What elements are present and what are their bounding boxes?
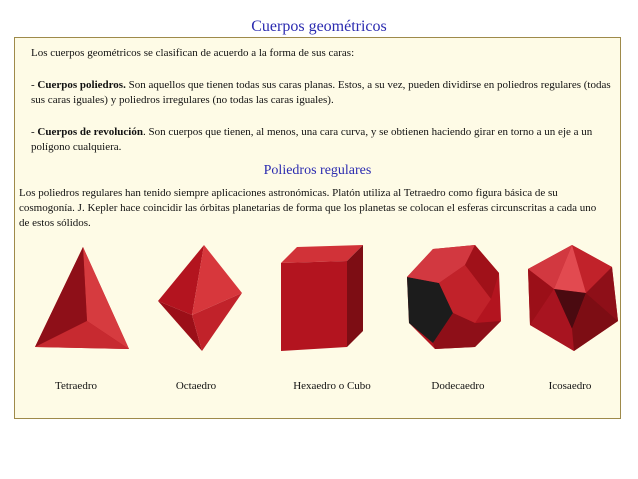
label-hexaedro: Hexaedro o Cubo: [293, 380, 371, 392]
label-dodecaedro: Dodecaedro: [431, 380, 485, 392]
revolucion-paragraph: [31, 125, 611, 155]
tetrahedron-icon: [33, 243, 133, 355]
page-title: Cuerpos geométricos: [251, 18, 387, 35]
intro-text: Los cuerpos geométricos se clasifican de acuerdo a la forma de sus caras:: [31, 47, 355, 59]
poliedros-term: Cuerpos poliedros.: [37, 79, 126, 91]
content-panel: [14, 37, 621, 419]
poliedros-paragraph: [31, 78, 611, 108]
label-icosaedro: Icosaedro: [548, 380, 592, 392]
poliedros-text: Son aquellos que tienen todas sus caras planas. Estos, a su vez, pueden dividirse en poliedros regulares (todas sus caras iguales) y poliedros irregulares (no todas las caras iguales).: [31, 79, 611, 106]
revolucion-prefix: -: [31, 126, 38, 138]
revolucion-term: Cuerpos de revolución: [37, 126, 143, 138]
section-subtitle: Poliedros regulares: [263, 163, 372, 178]
label-tetraedro: Tetraedro: [55, 380, 97, 392]
label-octaedro: Octaedro: [175, 380, 217, 392]
cube-icon: [277, 243, 367, 355]
dodecahedron-icon: [405, 243, 505, 355]
icosahedron-icon: [524, 243, 620, 355]
revolucion-text: . Son cuerpos que tienen, al menos, una cara curva, y se obtienen haciendo girar en torno a un eje a un polígono cualquiera.: [31, 126, 593, 153]
regulares-paragraph: Los poliedros regulares han tenido siempre aplicaciones astronómicas. Platón utiliza al Tetraedro como figura básica de su cosmogonía. J. Kepler hace coincidir las órbitas planetarias de forma que los planetas se colocan el esferas circunscritas a cada uno de estos sólidos.: [19, 187, 597, 229]
poliedros-prefix: -: [31, 79, 38, 91]
octahedron-icon: [152, 243, 248, 355]
